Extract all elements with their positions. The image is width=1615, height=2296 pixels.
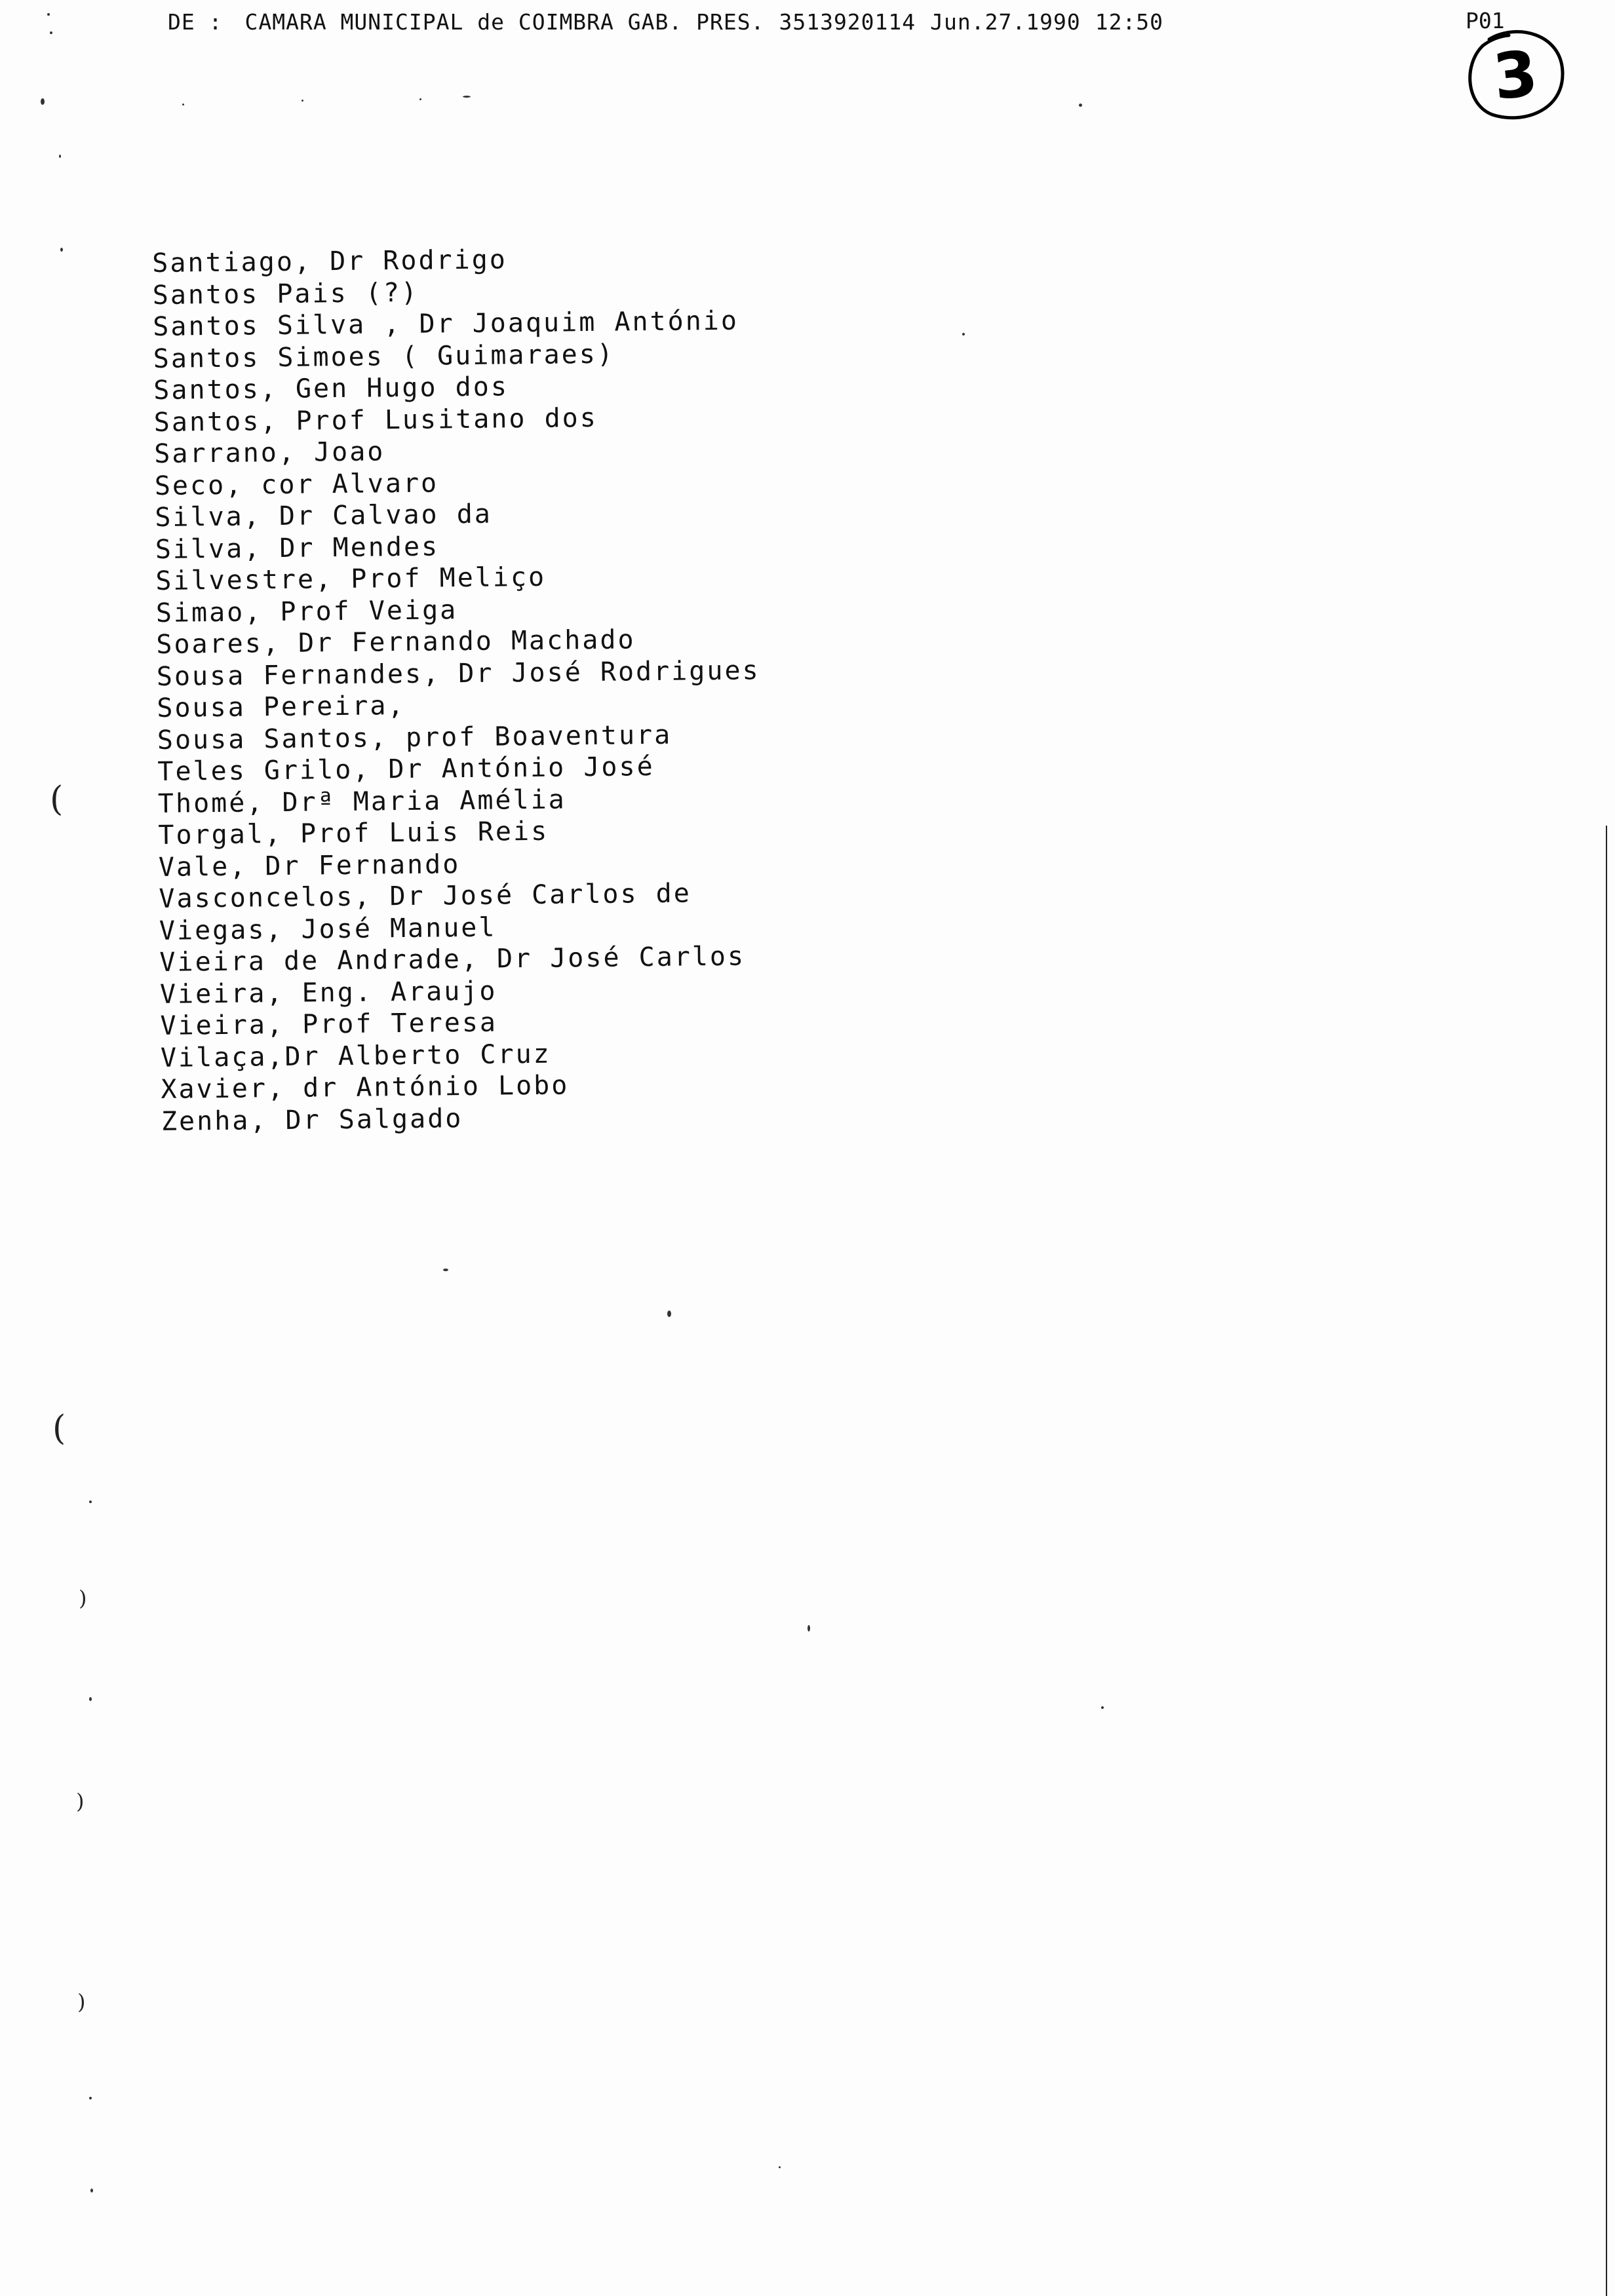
name-entry: Vale, Dr Fernando xyxy=(158,849,461,883)
scan-speck xyxy=(1079,104,1082,107)
scan-speck xyxy=(41,98,45,105)
scan-speck xyxy=(667,1311,671,1317)
scan-speck xyxy=(962,333,965,335)
scan-mark: ( xyxy=(52,1409,66,1448)
handwritten-page-number-text: 3 xyxy=(1489,36,1542,115)
name-entry: Viegas, José Manuel xyxy=(159,912,497,946)
name-entry: Sousa Santos, prof Boaventura xyxy=(157,719,672,756)
scan-mark: ( xyxy=(50,780,64,819)
fax-date: Jun.27.1990 xyxy=(930,9,1081,35)
name-entry: Sousa Pereira, xyxy=(157,690,406,723)
scan-speck xyxy=(182,104,184,105)
handwritten-page-number xyxy=(1463,26,1568,124)
name-entry: Sousa Fernandes, Dr José Rodrigues xyxy=(156,655,760,692)
scan-speck xyxy=(443,1269,448,1271)
name-entry: Simao, Prof Veiga xyxy=(155,594,458,628)
scan-speck xyxy=(1101,1706,1104,1709)
scan-speck xyxy=(60,248,63,252)
scan-speck xyxy=(302,100,303,102)
fax-from-label: DE : xyxy=(168,9,223,35)
fax-header xyxy=(168,9,1178,42)
fax-phone: 3513920114 xyxy=(779,9,916,35)
name-entry: Vilaça,Dr Alberto Cruz xyxy=(160,1039,551,1073)
scan-edge-line xyxy=(1606,826,1607,2296)
name-entry: Xavier, dr António Lobo xyxy=(161,1070,570,1105)
scan-speck xyxy=(89,1697,92,1701)
name-entry: Vieira, Prof Teresa xyxy=(160,1007,498,1041)
name-entry: Zenha, Dr Salgado xyxy=(161,1103,463,1137)
name-entry: Santos Simoes ( Guimaraes) xyxy=(153,339,615,374)
name-entry: Santos, Gen Hugo dos xyxy=(153,372,509,406)
name-entry: Soares, Dr Fernando Machado xyxy=(156,624,636,660)
scan-speck xyxy=(89,2097,92,2099)
name-entry: Santos, Prof Lusitano dos xyxy=(153,402,598,438)
scan-mark: ) xyxy=(76,1789,85,1814)
scan-speck xyxy=(808,1625,810,1632)
name-entry: Silva, Dr Calvao da xyxy=(155,499,493,533)
name-entry: Silva, Dr Mendes xyxy=(155,531,440,565)
scan-speck xyxy=(463,96,471,98)
scan-speck xyxy=(50,31,52,34)
name-entry: Vasconcelos, Dr José Carlos de xyxy=(159,878,692,914)
scan-speck xyxy=(779,2166,781,2168)
scan-speck xyxy=(59,155,61,158)
name-entry: Santiago, Dr Rodrigo xyxy=(152,244,508,278)
name-entry: Thomé, Drª Maria Amélia xyxy=(157,784,566,819)
fax-page-code: P01 xyxy=(1466,8,1505,33)
name-entry: Teles Grilo, Dr António José xyxy=(157,752,655,787)
scan-speck xyxy=(89,1501,92,1503)
fax-sender: CAMARA MUNICIPAL de COIMBRA GAB. PRES. xyxy=(244,9,765,35)
name-entry: Santos Pais (?) xyxy=(152,277,419,311)
name-entry: Sarrano, Joao xyxy=(154,436,385,469)
name-entry: Seco, cor Alvaro xyxy=(154,467,439,501)
name-entry: Santos Silva , Dr Joaquim António xyxy=(153,305,739,342)
name-entry: Silvestre, Prof Meliço xyxy=(155,562,547,596)
scan-mark: ) xyxy=(79,1586,87,1611)
names-list xyxy=(152,241,765,1138)
scan-speck xyxy=(419,98,421,100)
scan-speck xyxy=(47,13,50,16)
name-entry: Vieira de Andrade, Dr José Carlos xyxy=(159,941,746,978)
fax-time: 12:50 xyxy=(1095,9,1164,35)
scan-mark: ) xyxy=(77,1989,86,2014)
name-entry: Vieira, Eng. Araujo xyxy=(159,976,497,1010)
scan-speck xyxy=(90,2189,93,2192)
name-entry: Torgal, Prof Luis Reis xyxy=(158,816,549,851)
